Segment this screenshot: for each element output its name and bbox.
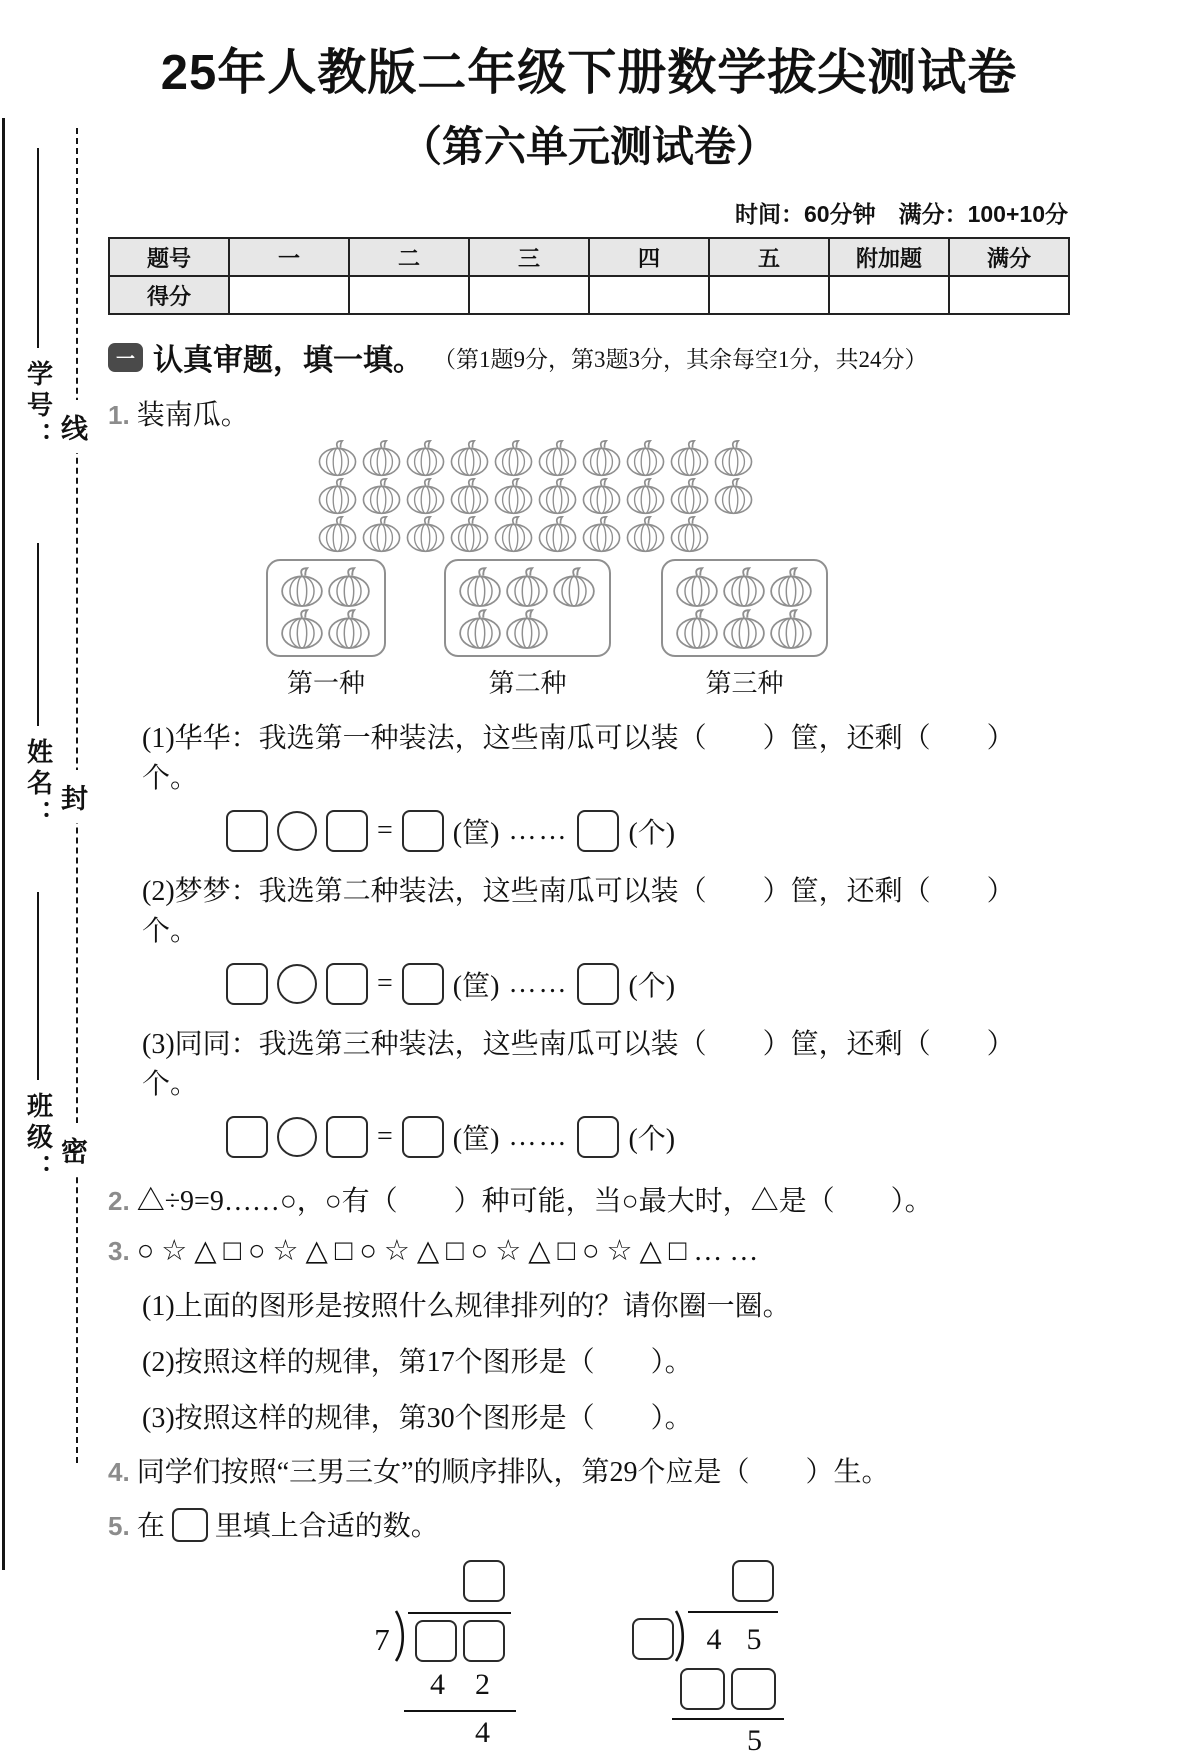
- dividend-digits: [688, 1611, 778, 1662]
- pumpkin-icon: [674, 608, 720, 650]
- header-cell-2: 二: [349, 238, 469, 276]
- q1-sub-1-text: (1)华华：我选第一种装法，这些南瓜可以装（ ）筐，还剩（ ）个。: [142, 723, 1015, 794]
- pumpkin-icon: [492, 439, 535, 477]
- question-3-pattern: ○☆△□○☆△□○☆△□○☆△□○☆△□……: [136, 1235, 766, 1267]
- pumpkin-icon: [674, 566, 720, 608]
- question-2-text: △÷9=9……○，○有（ ）种可能，当○最大时，△是（ ）。: [136, 1186, 933, 1217]
- basket-pumpkin-row: [674, 566, 815, 608]
- header-cell-bonus: 附加题: [829, 238, 949, 276]
- score-cell[interactable]: [709, 276, 829, 314]
- name-blank-line[interactable]: [37, 543, 39, 726]
- quotient-row: [463, 1560, 540, 1604]
- remainder-dots: ……: [508, 968, 569, 999]
- basket: [661, 559, 828, 657]
- pumpkin-field: [108, 439, 1070, 553]
- score-row-label: 得分: [109, 276, 229, 314]
- class-field: [16, 892, 60, 1185]
- pumpkin-icon: [360, 439, 403, 477]
- score-cell[interactable]: [349, 276, 469, 314]
- student-no-field: [16, 148, 60, 453]
- score-cell[interactable]: [829, 276, 949, 314]
- dividend-digit: 4: [706, 1623, 722, 1656]
- division-problem-right: [632, 1560, 802, 1758]
- pumpkin-icon: [448, 515, 491, 553]
- basket-unit-label: (筐): [452, 1124, 500, 1155]
- product-digit: 4: [430, 1668, 445, 1701]
- section-one-note: （第1题9分，第3题3分，其余每空1分，共24分）: [433, 346, 928, 372]
- seal-line: [61, 128, 88, 1463]
- divisor-box[interactable]: [632, 1618, 674, 1660]
- pumpkin-row: [316, 477, 1070, 515]
- division-main-row: [370, 1610, 540, 1662]
- basket-options: [266, 559, 1070, 700]
- quotient-row: [732, 1560, 802, 1604]
- piece-unit-label: (个): [628, 971, 676, 1002]
- answer-box[interactable]: [326, 1116, 368, 1158]
- question-1: [108, 393, 1070, 433]
- basket: [266, 559, 386, 657]
- inline-blank-box: [172, 1508, 208, 1542]
- score-cell[interactable]: [949, 276, 1069, 314]
- product-row: [415, 1668, 540, 1702]
- question-4-number: 4.: [108, 1457, 130, 1487]
- answer-box[interactable]: [326, 963, 368, 1005]
- question-3: [108, 1233, 1070, 1268]
- time-score-info: 时间：60分钟 满分：100+10分: [735, 201, 1068, 227]
- q3-sub-2-text: (2)按照这样的规律，第17个图形是（ ）。: [142, 1347, 693, 1378]
- operator-circle[interactable]: [277, 964, 317, 1004]
- header-cell-5: 五: [709, 238, 829, 276]
- question-1-number: 1.: [108, 400, 130, 430]
- dividend-box[interactable]: [415, 1620, 457, 1662]
- pumpkin-icon: [326, 566, 372, 608]
- pumpkin-icon: [624, 515, 667, 553]
- q3-sub-3-text: (3)按照这样的规律，第30个图形是（ ）。: [142, 1403, 693, 1434]
- pumpkin-icon: [624, 477, 667, 515]
- answer-box[interactable]: [226, 963, 268, 1005]
- section-one-badge: 一: [108, 343, 143, 372]
- basket-unit-label: (筐): [452, 971, 500, 1002]
- piece-unit-label: (个): [628, 818, 676, 849]
- section-one-title: 认真审题，填一填。: [153, 344, 423, 377]
- question-3-number: 3.: [108, 1236, 130, 1266]
- pumpkin-icon: [457, 608, 503, 650]
- basket-pumpkin-row: [674, 608, 815, 650]
- paper-title: 25年人教版二年级下册数学拔尖测试卷: [160, 46, 1018, 100]
- answer-box[interactable]: [326, 810, 368, 852]
- basket-pumpkin-row: [279, 566, 373, 608]
- score-table-header-row: [109, 238, 1069, 276]
- name-field: [16, 543, 60, 831]
- pumpkin-icon: [448, 477, 491, 515]
- remainder-digit: 5: [747, 1724, 762, 1757]
- divisor-digit: 7: [374, 1622, 390, 1657]
- score-cell[interactable]: [469, 276, 589, 314]
- pumpkin-icon: [580, 477, 623, 515]
- pumpkin-icon: [768, 608, 814, 650]
- pumpkin-icon: [448, 439, 491, 477]
- pumpkin-icon: [536, 439, 579, 477]
- answer-box[interactable]: [402, 1116, 444, 1158]
- q1-sub-3-text: (3)同同：我选第三种装法，这些南瓜可以装（ ）筐，还剩（ ）个。: [142, 1029, 1015, 1100]
- header-cell-1: 一: [229, 238, 349, 276]
- q1-sub-2-equation: [226, 962, 1070, 1006]
- division-bracket-icon: [674, 1610, 688, 1662]
- dividend-digit: 5: [746, 1623, 762, 1656]
- pumpkin-icon: [504, 566, 550, 608]
- pumpkin-icon: [712, 477, 755, 515]
- q1-sub-2-text: (2)梦梦：我选第二种装法，这些南瓜可以装（ ）筐，还剩（ ）个。: [142, 876, 1015, 947]
- question-5: [108, 1504, 1070, 1544]
- class-label: 班级：: [23, 1092, 53, 1185]
- basket-pumpkin-row: [457, 566, 598, 608]
- product-box[interactable]: [731, 1668, 776, 1710]
- remainder-digit: 4: [475, 1716, 490, 1749]
- answer-box[interactable]: [577, 1116, 619, 1158]
- division-main-row: [632, 1610, 802, 1662]
- question-1-text: 装南瓜。: [136, 400, 249, 431]
- basket-option-2: [444, 559, 611, 700]
- basket-option-3: [661, 559, 828, 700]
- score-cell[interactable]: [229, 276, 349, 314]
- pumpkin-icon: [668, 477, 711, 515]
- pumpkin-icon: [404, 477, 447, 515]
- answer-box[interactable]: [226, 1116, 268, 1158]
- pumpkin-icon: [712, 439, 755, 477]
- header-cell-4: 四: [589, 238, 709, 276]
- pumpkin-icon: [316, 439, 359, 477]
- seal-char-secret: 密: [61, 1123, 88, 1176]
- pumpkin-icon: [457, 566, 503, 608]
- dividend-boxes: [408, 1612, 511, 1662]
- dividend-box[interactable]: [463, 1620, 505, 1662]
- question-2: [108, 1179, 1070, 1219]
- pumpkin-icon: [360, 477, 403, 515]
- name-label: 姓名：: [23, 738, 53, 831]
- student-no-label: 学号：: [23, 360, 53, 453]
- basket-pumpkin-row: [279, 608, 373, 650]
- pumpkin-icon: [721, 608, 767, 650]
- pumpkin-icon: [668, 439, 711, 477]
- score-table-score-row: [109, 276, 1069, 314]
- division-bracket-icon: [394, 1610, 408, 1662]
- basket-option-1: [266, 559, 386, 700]
- question-5-number: 5.: [108, 1511, 130, 1541]
- basket: [444, 559, 611, 657]
- q1-sub-3-equation: [226, 1115, 1070, 1159]
- pumpkin-icon: [492, 515, 535, 553]
- pumpkin-icon: [536, 515, 579, 553]
- pumpkin-icon: [551, 566, 597, 608]
- equals-sign: =: [377, 815, 393, 846]
- piece-unit-label: (个): [628, 1124, 676, 1155]
- header-cell-tihao: 题号: [109, 238, 229, 276]
- q1-sub-1-equation: [226, 809, 1070, 853]
- seal-char-line: 线: [61, 400, 88, 453]
- pumpkin-row: [316, 515, 1070, 553]
- paper-subtitle: （第六单元测试卷）: [399, 123, 778, 170]
- pumpkin-row: [316, 439, 1070, 477]
- subtraction-line: [672, 1718, 784, 1720]
- answer-box[interactable]: [402, 810, 444, 852]
- pumpkin-icon: [492, 477, 535, 515]
- quotient-box[interactable]: [463, 1560, 505, 1602]
- pumpkin-icon: [580, 439, 623, 477]
- division-problems: [370, 1560, 1070, 1758]
- basket-label: 第二种: [488, 669, 567, 698]
- basket-unit-label: (筐): [452, 818, 500, 849]
- pumpkin-icon: [316, 477, 359, 515]
- remainder-dots: ……: [508, 1121, 569, 1152]
- page-edge-line: [2, 118, 5, 1570]
- answer-box[interactable]: [226, 810, 268, 852]
- product-box[interactable]: [680, 1668, 725, 1710]
- pumpkin-icon: [326, 608, 372, 650]
- question-5-text: 在 里填上合适的数。: [137, 1504, 439, 1544]
- seal-char-seal: 封: [61, 770, 88, 823]
- pumpkin-icon: [360, 515, 403, 553]
- answer-box[interactable]: [402, 963, 444, 1005]
- pumpkin-icon: [668, 515, 711, 553]
- pumpkin-icon: [768, 566, 814, 608]
- answer-box[interactable]: [577, 810, 619, 852]
- question-4: [108, 1450, 1070, 1490]
- pumpkin-icon: [580, 515, 623, 553]
- pumpkin-icon: [279, 608, 325, 650]
- pumpkin-icon: [624, 439, 667, 477]
- pumpkin-icon: [536, 477, 579, 515]
- product-row: [680, 1668, 802, 1710]
- pumpkin-icon: [404, 515, 447, 553]
- basket-label: 第三种: [705, 669, 784, 698]
- product-digit: 2: [475, 1668, 490, 1701]
- student-no-blank-line[interactable]: [37, 148, 39, 348]
- question-2-number: 2.: [108, 1186, 130, 1216]
- basket-pumpkin-row: [457, 608, 598, 650]
- q3-sub-1-text: (1)上面的图形是按照什么规律排列的？请你圈一圈。: [142, 1291, 791, 1322]
- pumpkin-icon: [316, 515, 359, 553]
- pumpkin-icon: [404, 439, 447, 477]
- division-problem-left: [370, 1560, 540, 1758]
- pumpkin-icon: [279, 566, 325, 608]
- class-blank-line[interactable]: [37, 892, 39, 1080]
- pumpkin-icon: [504, 608, 550, 650]
- quotient-box[interactable]: [732, 1560, 774, 1602]
- section-one-header: [108, 335, 1070, 379]
- main-content: [108, 34, 1070, 1758]
- question-4-text: 同学们按照“三男三女”的顺序排队，第29个应是（ ）生。: [136, 1457, 890, 1488]
- answer-box[interactable]: [577, 963, 619, 1005]
- basket-label: 第一种: [286, 669, 365, 698]
- score-table: [108, 237, 1070, 315]
- remainder-dots: ……: [508, 815, 569, 846]
- score-cell[interactable]: [589, 276, 709, 314]
- operator-circle[interactable]: [277, 811, 317, 851]
- equals-sign: =: [377, 1121, 393, 1152]
- operator-circle[interactable]: [277, 1117, 317, 1157]
- header-cell-3: 三: [469, 238, 589, 276]
- header-cell-total: 满分: [949, 238, 1069, 276]
- pumpkin-icon: [721, 566, 767, 608]
- equals-sign: =: [377, 968, 393, 999]
- subtraction-line: [404, 1710, 516, 1712]
